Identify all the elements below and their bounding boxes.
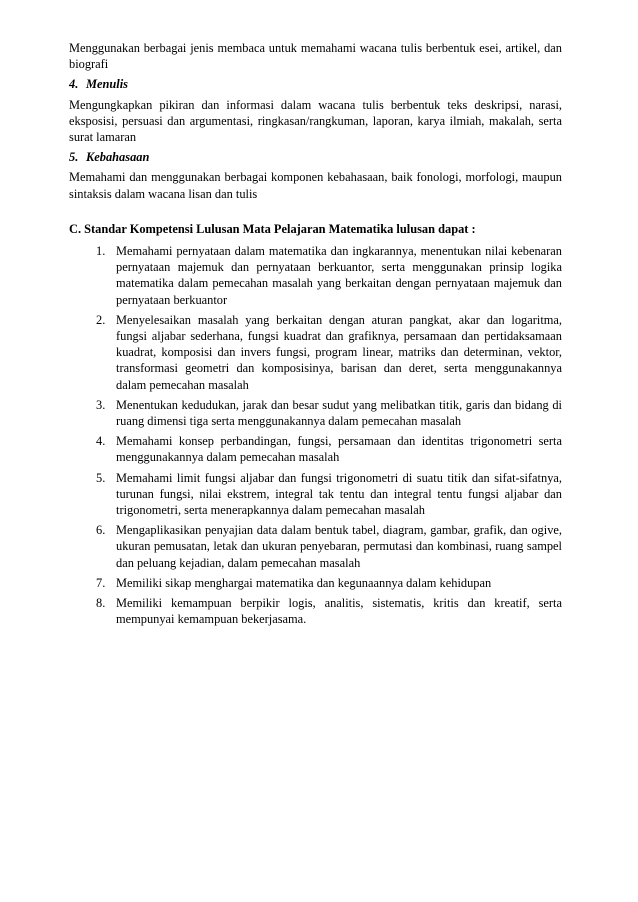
list-item-number: 5.	[96, 470, 106, 485]
list-item-text: Menyelesaikan masalah yang berkaitan dengan aturan pangkat, akar dan logaritma, fungsi aljabar sederhana, fungsi kuadrat dan grafiknya, persamaan dan pertidaksamaan kuadrat, komposisi dan invers fungsi, program linear, matriks dan determinan, vektor, transformasi geometri dan komposisinya, barisan dan deret, serta menggunakannya dalam pemecahan masalah	[116, 312, 562, 392]
list-item	[69, 397, 562, 429]
list-item-text: Memahami pernyataan dalam matematika dan ingkarannya, menentukan nilai kebenaran pernyataan majemuk dan pernyataan berkuantor, serta menggunakan prinsip logika matematika dalam pemecahan masalah yang berkaitan dengan pernyataan majemuk dan pernyataan berkuantor	[116, 244, 562, 307]
list-item	[69, 575, 562, 591]
list-item	[69, 595, 562, 627]
list-item-text: Mengaplikasikan penyajian data dalam bentuk tabel, diagram, gambar, grafik, dan ogive, ukuran pemusatan, letak dan ukuran penyebaran, permutasi dan kombinasi, ruang sampel dan peluang kejadian, dalam pemecahan masalah	[116, 523, 562, 570]
competency-list	[69, 243, 562, 627]
list-item-text: Memiliki kemampuan berpikir logis, analitis, sistematis, kritis dan kreatif, serta mempunyai kemampuan bekerjasama.	[116, 596, 562, 627]
list-item	[69, 243, 562, 308]
section-number: 5.	[69, 150, 79, 165]
list-item-number: 8.	[96, 596, 106, 611]
list-item	[69, 522, 562, 571]
list-item-text: Memahami limit fungsi aljabar dan fungsi trigonometri di suatu titik dan sifat-sifatnya, turunan fungsi, nilai ekstrem, integral tak tentu dan integral tentu fungsi aljabar dan trigonometri, serta menerapkannya dalam pemecahan masalah	[116, 470, 562, 518]
list-item-number: 7.	[96, 575, 106, 590]
list-item	[69, 312, 562, 393]
intro-paragraph: Menggunakan berbagai jenis membaca untuk memahami wacana tulis berbentuk esei, artikel, dan biografi	[69, 41, 562, 72]
section-paragraph-kebahasaan: Memahami dan menggunakan berbagai komponen kebahasaan, baik fonologi, morfologi, maupun sintaksis dalam wacana lisan dan tulis	[69, 170, 562, 201]
section-title: Menulis	[86, 77, 129, 92]
list-item-text: Memahami konsep perbandingan, fungsi, persamaan dan identitas trigonometri serta menggunakannya dalam pemecahan masalah	[116, 434, 562, 465]
section-title: Kebahasaan	[86, 150, 150, 165]
list-item-text: Menentukan kedudukan, jarak dan besar sudut yang melibatkan titik, garis dan bidang di ruang dimensi tiga serta menggunakannya dalam pemecahan masalah	[116, 397, 562, 429]
standard-title: C. Standar Kompetensi Lulusan Mata Pelajaran Matematika lulusan dapat :	[69, 221, 476, 236]
section-number: 4.	[69, 77, 79, 92]
document-page	[69, 40, 562, 632]
section-heading-menulis	[69, 76, 562, 92]
list-item-number: 2.	[96, 312, 106, 327]
list-item	[69, 433, 562, 465]
section-paragraph-menulis: Mengungkapkan pikiran dan informasi dalam wacana tulis berbentuk teks deskripsi, narasi, eksposisi, persuasi dan argumentasi, ringkasan/rangkuman, laporan, karya ilmiah, makalah, serta surat lamaran	[69, 97, 562, 145]
spacer	[69, 202, 562, 221]
list-item-number: 1.	[96, 244, 106, 259]
list-item-text: Memiliki sikap menghargai matematika dan kegunaannya dalam kehidupan	[116, 575, 492, 590]
list-item-number: 4.	[96, 434, 106, 449]
list-item-number: 6.	[96, 523, 106, 538]
list-item	[69, 470, 562, 519]
section-heading-kebahasaan	[69, 149, 562, 165]
list-item-number: 3.	[96, 397, 106, 412]
